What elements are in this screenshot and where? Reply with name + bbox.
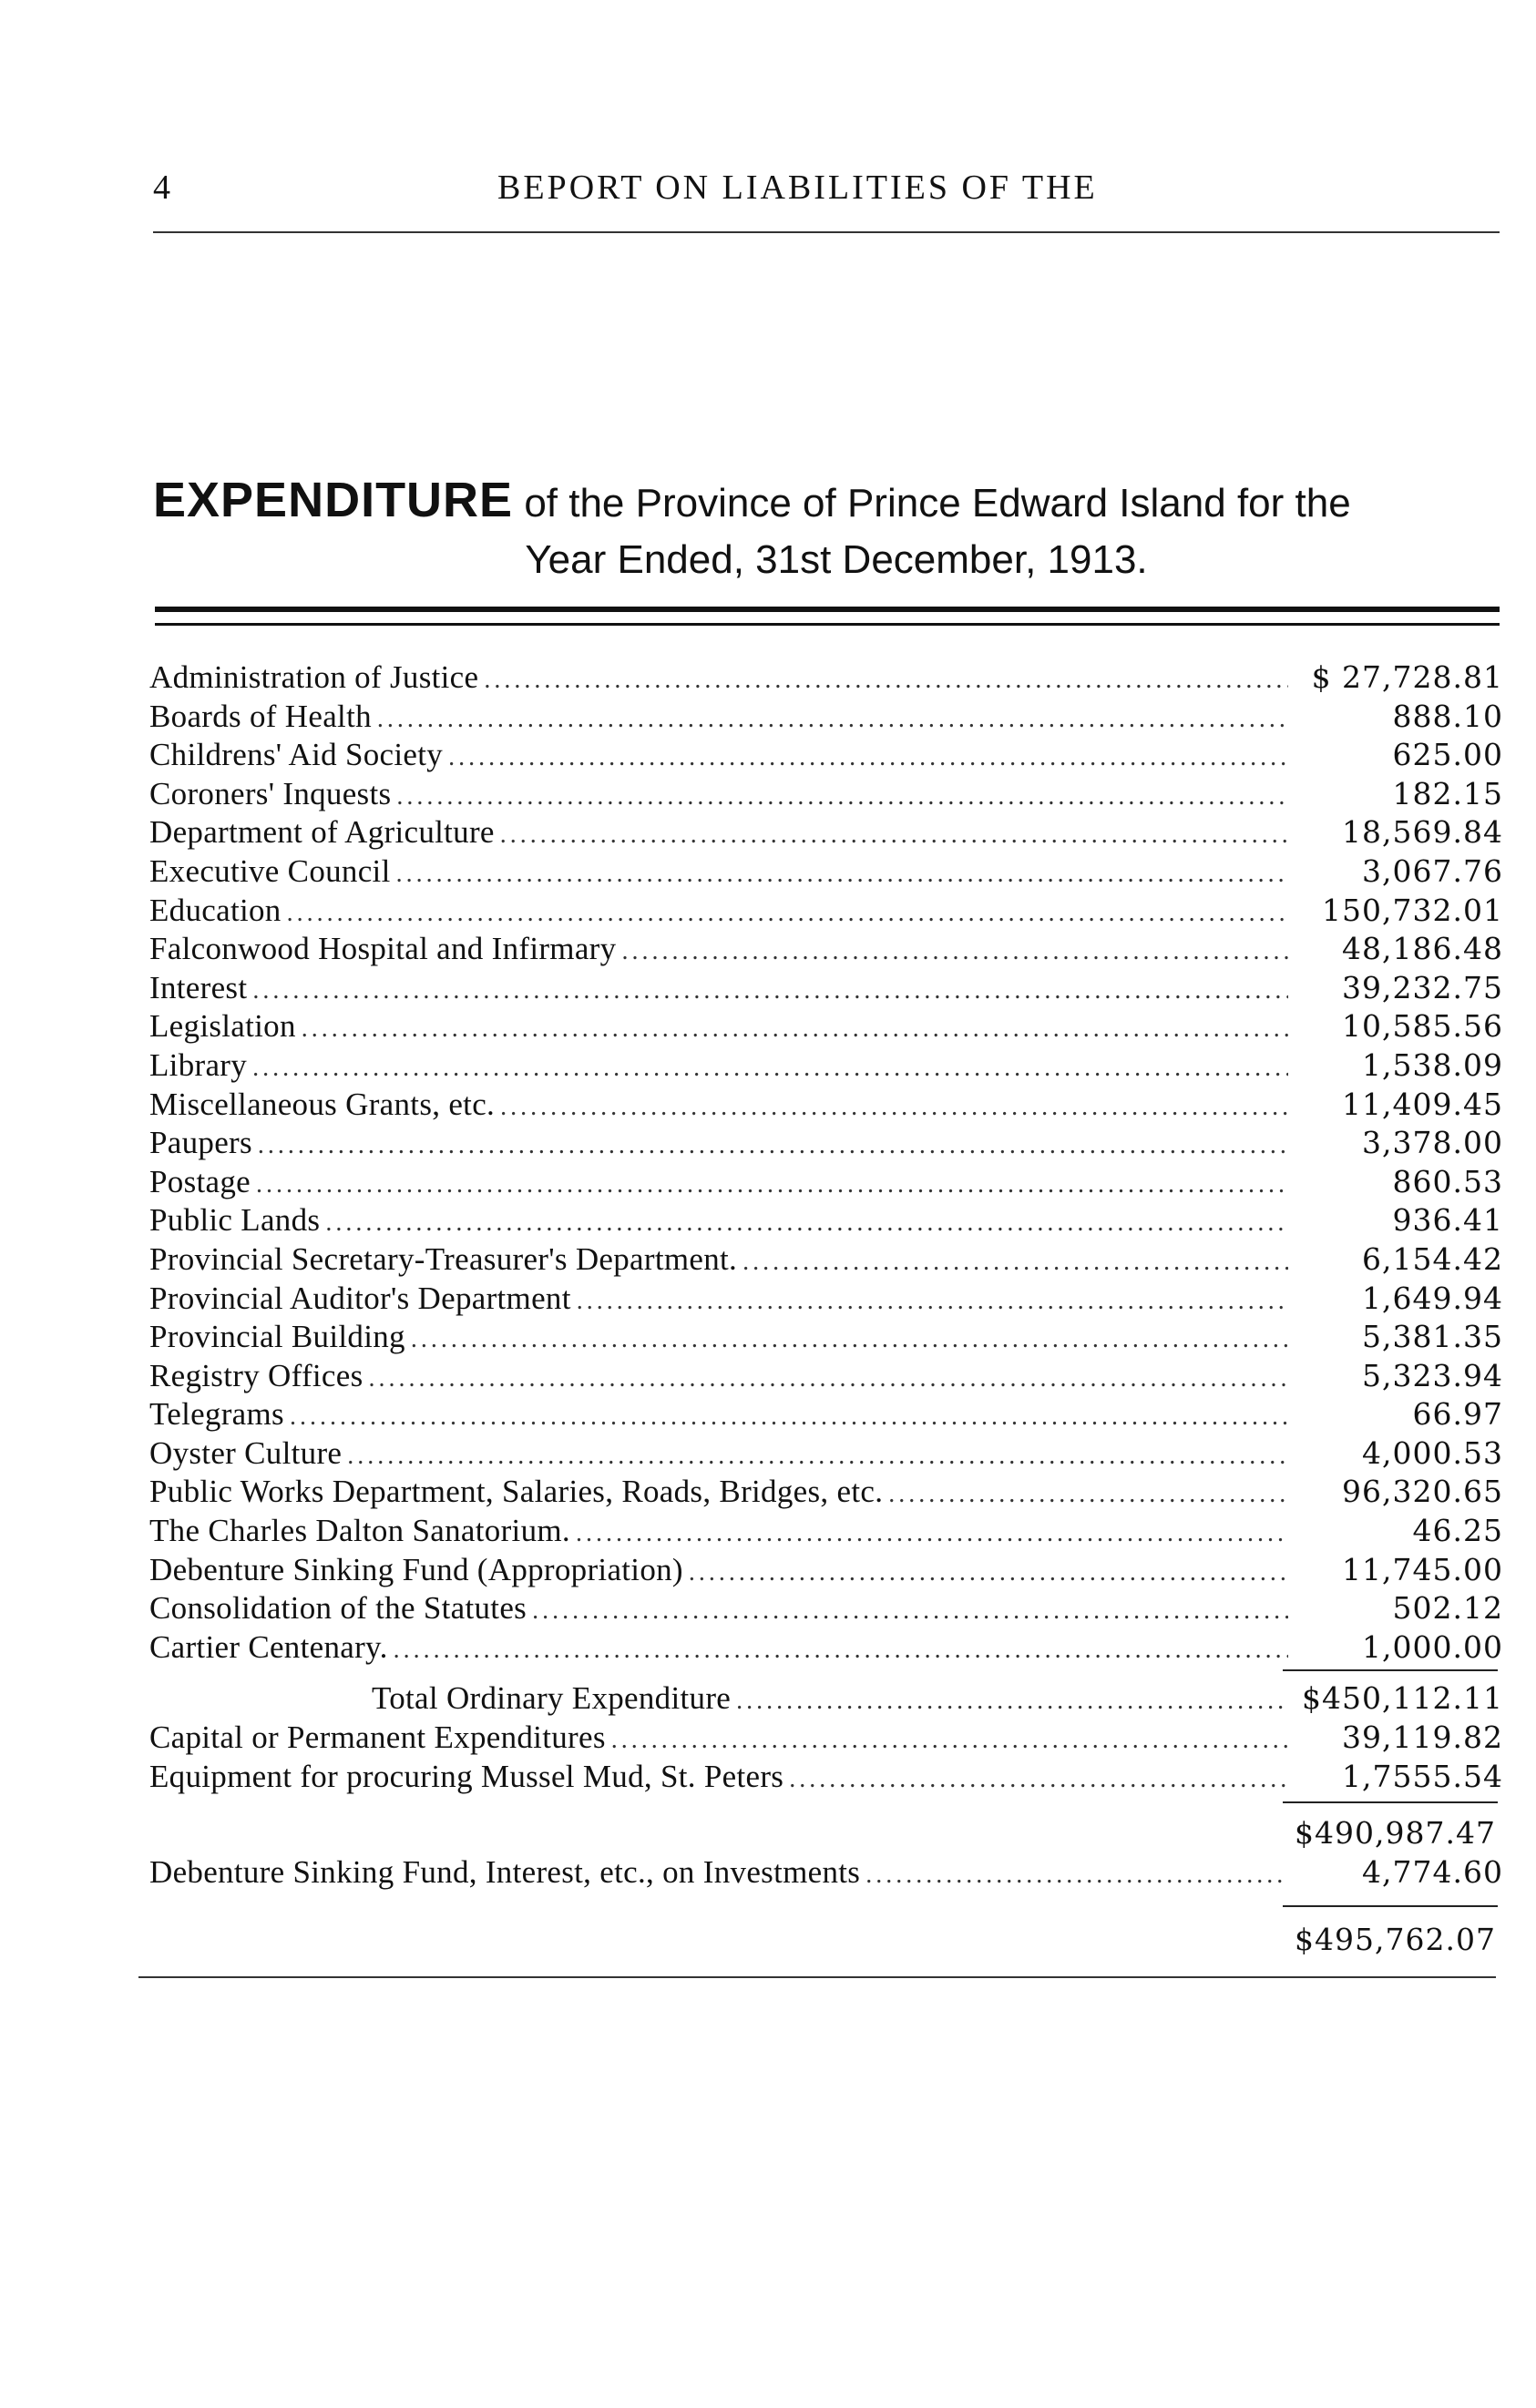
total-ordinary-rule <box>1283 1669 1498 1671</box>
title-double-rule <box>155 607 1500 626</box>
item-amount: 39,232.75 <box>1342 969 1503 1005</box>
leader-dots <box>621 937 1288 966</box>
expenditure-row <box>149 737 1503 776</box>
sinking-label: Debenture Sinking Fund, Interest, etc., on Investments <box>149 1854 861 1890</box>
header-rule <box>153 231 1500 233</box>
leader-dots <box>689 1558 1288 1587</box>
equipment-row <box>149 1759 1503 1798</box>
item-rows <box>149 659 1503 1668</box>
item-amount: 3,378.00 <box>1362 1125 1503 1161</box>
expenditure-row <box>149 1281 1503 1320</box>
leader-dots <box>252 1054 1288 1083</box>
expenditure-row <box>149 970 1503 1009</box>
leader-dots <box>865 1861 1288 1890</box>
item-label: Postage <box>149 1163 251 1199</box>
item-amount: 10,585.56 <box>1342 1008 1503 1045</box>
expenditure-row <box>149 776 1503 815</box>
item-label: Cartier Centenary. <box>149 1628 388 1665</box>
item-amount: 3,067.76 <box>1362 852 1503 889</box>
item-label: The Charles Dalton Sanatorium. <box>149 1513 570 1549</box>
leader-dots <box>325 1209 1288 1238</box>
leader-dots <box>377 705 1288 734</box>
expenditure-row <box>149 1358 1503 1397</box>
equipment-amount: 1,7555.54 <box>1342 1758 1503 1794</box>
item-label: Provincial Auditor's Department <box>149 1280 571 1316</box>
item-amount: 6,154.42 <box>1362 1240 1503 1277</box>
expenditure-row <box>149 1008 1503 1047</box>
title-rest: of the Province of Prince Edward Island for the <box>524 481 1351 525</box>
expenditure-row <box>149 853 1503 893</box>
leader-dots <box>611 1726 1288 1755</box>
bottom-rule <box>138 1976 1496 1978</box>
expenditure-row <box>149 893 1503 932</box>
item-label: Childrens' Aid Society <box>149 737 444 773</box>
expenditure-row <box>149 1241 1503 1281</box>
item-amount: 150,732.01 <box>1322 892 1503 928</box>
item-amount: 1,649.94 <box>1362 1280 1503 1316</box>
leader-dots <box>736 1687 1288 1716</box>
expenditure-row <box>149 1087 1503 1126</box>
item-amount: 11,409.45 <box>1342 1086 1503 1122</box>
item-label: Registry Offices <box>149 1357 364 1393</box>
leader-dots <box>394 1636 1288 1665</box>
leader-dots <box>577 1287 1288 1316</box>
item-amount: 1,538.09 <box>1362 1046 1503 1083</box>
leader-dots <box>500 1093 1288 1122</box>
expenditure-row <box>149 1047 1503 1087</box>
item-label: Paupers <box>149 1125 252 1161</box>
leader-dots <box>369 1364 1288 1393</box>
capital-row <box>149 1719 1503 1759</box>
item-label: Public Lands <box>149 1202 321 1239</box>
item-amount: 625.00 <box>1392 737 1503 773</box>
item-amount: 18,569.84 <box>1342 814 1503 851</box>
item-amount: 1,000.00 <box>1362 1628 1503 1665</box>
expenditure-row <box>149 1396 1503 1435</box>
leader-dots <box>252 976 1288 1005</box>
item-amount: 5,381.35 <box>1362 1319 1503 1355</box>
item-amount: 48,186.48 <box>1342 931 1503 967</box>
total-ordinary-label: Total Ordinary Expenditure <box>372 1680 732 1717</box>
item-label: Oyster Culture <box>149 1434 343 1471</box>
item-label: Provincial Building <box>149 1319 405 1355</box>
leader-dots <box>789 1765 1288 1794</box>
capital-label: Capital or Permanent Expenditures <box>149 1719 606 1756</box>
leader-dots <box>347 1442 1288 1471</box>
equipment-label: Equipment for procuring Mussel Mud, St. Peters <box>149 1758 784 1794</box>
expenditure-row <box>149 1552 1503 1591</box>
item-label: Miscellaneous Grants, etc. <box>149 1086 496 1122</box>
expenditure-row <box>149 1474 1503 1513</box>
expenditure-row <box>149 1629 1503 1668</box>
item-label: Legislation <box>149 1008 296 1045</box>
item-label: Boards of Health <box>149 698 372 734</box>
leader-dots <box>448 743 1288 772</box>
item-amount: 11,745.00 <box>1342 1551 1503 1587</box>
page-subtitle: Year Ended, 31st December, 1913. <box>525 537 1148 582</box>
item-amount: 46.25 <box>1412 1513 1503 1549</box>
expenditure-row <box>149 1319 1503 1358</box>
total-ordinary-amount: $450,112.11 <box>1302 1680 1503 1717</box>
expenditure-row <box>149 1202 1503 1241</box>
expenditure-row <box>149 1435 1503 1474</box>
item-amount: $ 27,728.81 <box>1311 659 1503 695</box>
sinking-row <box>149 1854 1503 1893</box>
item-label: Consolidation of the Statutes <box>149 1590 527 1627</box>
expenditure-row <box>149 1513 1503 1552</box>
expenditure-row <box>149 931 1503 970</box>
item-label: Administration of Justice <box>149 659 479 695</box>
leader-dots <box>532 1597 1288 1626</box>
item-label: Library <box>149 1046 248 1083</box>
item-amount: 4,000.53 <box>1362 1434 1503 1471</box>
item-label: Coroners' Inquests <box>149 775 392 811</box>
leader-dots <box>500 821 1288 850</box>
item-amount: 888.10 <box>1392 698 1503 734</box>
item-label: Interest <box>149 969 248 1005</box>
title-word: EXPENDITURE <box>153 473 514 527</box>
leader-dots <box>576 1519 1288 1548</box>
expenditure-row <box>149 1590 1503 1629</box>
item-amount: 502.12 <box>1392 1590 1503 1627</box>
expenditure-row <box>149 659 1503 699</box>
expenditure-row <box>149 1125 1503 1164</box>
leader-dots <box>287 899 1288 928</box>
item-amount: 936.41 <box>1392 1202 1503 1239</box>
item-label: Executive Council <box>149 852 391 889</box>
leader-dots <box>396 782 1288 811</box>
leader-dots <box>258 1131 1288 1160</box>
expenditure-table <box>149 659 1503 1797</box>
leader-dots <box>290 1403 1288 1432</box>
total-ordinary-row <box>149 1680 1503 1719</box>
grand-total-rule <box>1283 1905 1498 1907</box>
running-head: BEPORT ON LIABILITIES OF THE <box>497 168 1098 207</box>
item-label: Department of Agriculture <box>149 814 495 851</box>
item-amount: 860.53 <box>1392 1163 1503 1199</box>
item-label: Public Works Department, Salaries, Roads, Bridges, etc. <box>149 1474 884 1510</box>
grand-total-amount: $495,762.07 <box>1295 1922 1496 1957</box>
item-label: Falconwood Hospital and Infirmary <box>149 931 617 967</box>
item-label: Debenture Sinking Fund (Appropriation) <box>149 1551 683 1587</box>
leader-dots <box>742 1248 1288 1277</box>
subtotal-amount: $490,987.47 <box>1295 1815 1496 1851</box>
sinking-fund-table <box>149 1854 1503 1893</box>
item-amount: 5,323.94 <box>1362 1357 1503 1393</box>
leader-dots <box>411 1325 1288 1354</box>
leader-dots <box>484 666 1288 695</box>
leader-dots <box>256 1170 1288 1199</box>
capital-amount: 39,119.82 <box>1342 1719 1503 1756</box>
item-amount: 66.97 <box>1412 1396 1503 1433</box>
item-label: Education <box>149 892 282 928</box>
sinking-amount: 4,774.60 <box>1362 1854 1503 1890</box>
leader-dots <box>888 1480 1288 1509</box>
item-label: Telegrams <box>149 1396 284 1433</box>
subtotal-rule <box>1283 1801 1498 1803</box>
page-title <box>153 472 1520 528</box>
item-label: Provincial Secretary-Treasurer's Department. <box>149 1240 738 1277</box>
expenditure-row <box>149 814 1503 853</box>
expenditure-row <box>149 1164 1503 1203</box>
item-amount: 182.15 <box>1392 775 1503 811</box>
leader-dots <box>302 1015 1288 1044</box>
leader-dots <box>396 860 1288 889</box>
page-number: 4 <box>153 168 171 207</box>
item-amount: 96,320.65 <box>1342 1474 1503 1510</box>
expenditure-row <box>149 699 1503 738</box>
